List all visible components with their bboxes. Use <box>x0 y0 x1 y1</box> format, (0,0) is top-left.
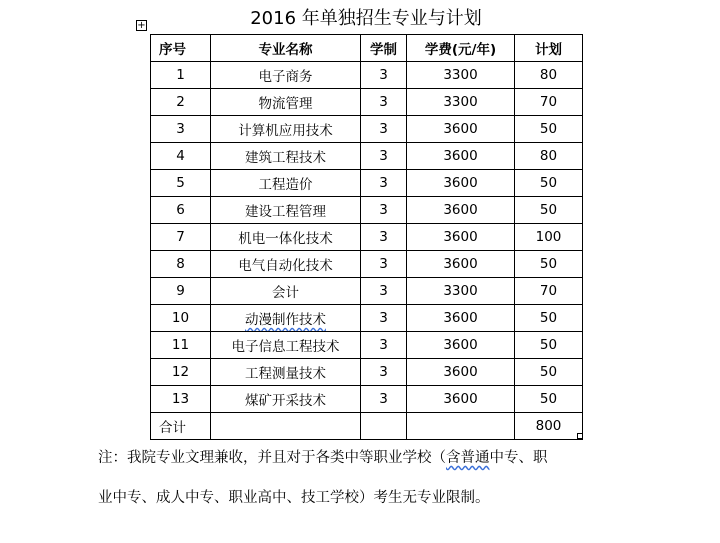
note-line-1 <box>98 446 698 470</box>
note-text: 注：我院专业文理兼收，并且对于各类中等职业学校（ <box>98 450 446 466</box>
table-row <box>151 224 583 251</box>
note-text-marked: 含普通 <box>446 450 490 466</box>
note-line-2: 业中专、成人中专、职业高中、技工学校）考生无专业限制。 <box>98 490 490 506</box>
table-cell: 3 <box>361 170 407 197</box>
table-cell: 3300 <box>407 89 515 116</box>
table-cell: 50 <box>515 197 583 224</box>
table-cell: 100 <box>515 224 583 251</box>
table-cell: 3600 <box>407 305 515 332</box>
table-cell: 7 <box>151 224 211 251</box>
table-cell: 8 <box>151 251 211 278</box>
table-cell: 3600 <box>407 251 515 278</box>
header-cell: 专业名称 <box>211 35 361 62</box>
header-cell: 序号 <box>151 35 211 62</box>
table-cell: 3 <box>361 332 407 359</box>
header-cell: 学制 <box>361 35 407 62</box>
total-value: 800 <box>515 413 583 440</box>
table-cell: 3 <box>361 278 407 305</box>
table-cell: 电子商务 <box>211 62 361 89</box>
plus-icon: + <box>137 20 146 31</box>
table-cell-text: 动漫制作技术 <box>245 312 326 328</box>
table-cell: 3 <box>361 197 407 224</box>
table-cell: 10 <box>151 305 211 332</box>
table-cell: 5 <box>151 170 211 197</box>
table-cell: 3 <box>151 116 211 143</box>
table-cell: 3600 <box>407 197 515 224</box>
table-cell: 工程造价 <box>211 170 361 197</box>
table-cell: 3 <box>361 116 407 143</box>
table-cell: 物流管理 <box>211 89 361 116</box>
table-cell: 3 <box>361 224 407 251</box>
table-cell <box>211 305 361 332</box>
table-cell: 3600 <box>407 224 515 251</box>
table-cell: 建筑工程技术 <box>211 143 361 170</box>
table-cell: 50 <box>515 305 583 332</box>
table-resize-handle[interactable] <box>577 433 583 439</box>
table-cell: 3 <box>361 89 407 116</box>
table-cell: 3600 <box>407 116 515 143</box>
table-cell: 3600 <box>407 332 515 359</box>
table-cell: 3600 <box>407 386 515 413</box>
table-row <box>151 251 583 278</box>
table-cell: 50 <box>515 359 583 386</box>
table-cell: 3 <box>361 143 407 170</box>
table-cell: 2 <box>151 89 211 116</box>
table-cell: 70 <box>515 89 583 116</box>
header-cell: 学费(元/年) <box>407 35 515 62</box>
table-row <box>151 89 583 116</box>
table-cell: 80 <box>515 143 583 170</box>
header-cell: 计划 <box>515 35 583 62</box>
table-cell: 3 <box>361 251 407 278</box>
table-total-row <box>151 413 583 440</box>
table-row <box>151 170 583 197</box>
table-row <box>151 386 583 413</box>
table-header-row <box>151 35 583 62</box>
table-cell-empty <box>211 413 361 440</box>
table-cell: 电气自动化技术 <box>211 251 361 278</box>
table-row <box>151 359 583 386</box>
table-cell: 3 <box>361 305 407 332</box>
table-cell: 50 <box>515 251 583 278</box>
table-cell: 会计 <box>211 278 361 305</box>
table-row <box>151 278 583 305</box>
table-row <box>151 332 583 359</box>
table-cell: 工程测量技术 <box>211 359 361 386</box>
table-cell: 3600 <box>407 170 515 197</box>
table-cell: 3 <box>361 386 407 413</box>
table-row <box>151 116 583 143</box>
table-row <box>151 143 583 170</box>
table-cell: 3600 <box>407 359 515 386</box>
table-cell: 50 <box>515 116 583 143</box>
table-cell: 6 <box>151 197 211 224</box>
table-cell: 1 <box>151 62 211 89</box>
table-cell: 计算机应用技术 <box>211 116 361 143</box>
table-cell: 70 <box>515 278 583 305</box>
table-cell: 电子信息工程技术 <box>211 332 361 359</box>
table-row <box>151 62 583 89</box>
table-cell: 80 <box>515 62 583 89</box>
table-cell: 3600 <box>407 143 515 170</box>
table-row <box>151 197 583 224</box>
table-cell: 9 <box>151 278 211 305</box>
table-move-handle[interactable] <box>136 20 147 31</box>
page-title: 2016 年单独招生专业与计划 <box>250 8 482 29</box>
table-cell: 3 <box>361 62 407 89</box>
table-cell: 4 <box>151 143 211 170</box>
total-label: 合计 <box>151 413 211 440</box>
table-cell: 13 <box>151 386 211 413</box>
table-cell-empty <box>407 413 515 440</box>
enrollment-table <box>150 34 583 440</box>
table-cell: 机电一体化技术 <box>211 224 361 251</box>
table-cell: 50 <box>515 332 583 359</box>
note-text: 中专、职 <box>489 450 548 466</box>
table-cell: 11 <box>151 332 211 359</box>
table-cell-empty <box>361 413 407 440</box>
table-cell: 3300 <box>407 278 515 305</box>
table-cell: 3 <box>361 359 407 386</box>
table-cell: 50 <box>515 170 583 197</box>
table-cell: 50 <box>515 386 583 413</box>
table-cell: 建设工程管理 <box>211 197 361 224</box>
table-cell: 12 <box>151 359 211 386</box>
table-cell: 3300 <box>407 62 515 89</box>
table-row <box>151 305 583 332</box>
table-cell: 煤矿开采技术 <box>211 386 361 413</box>
